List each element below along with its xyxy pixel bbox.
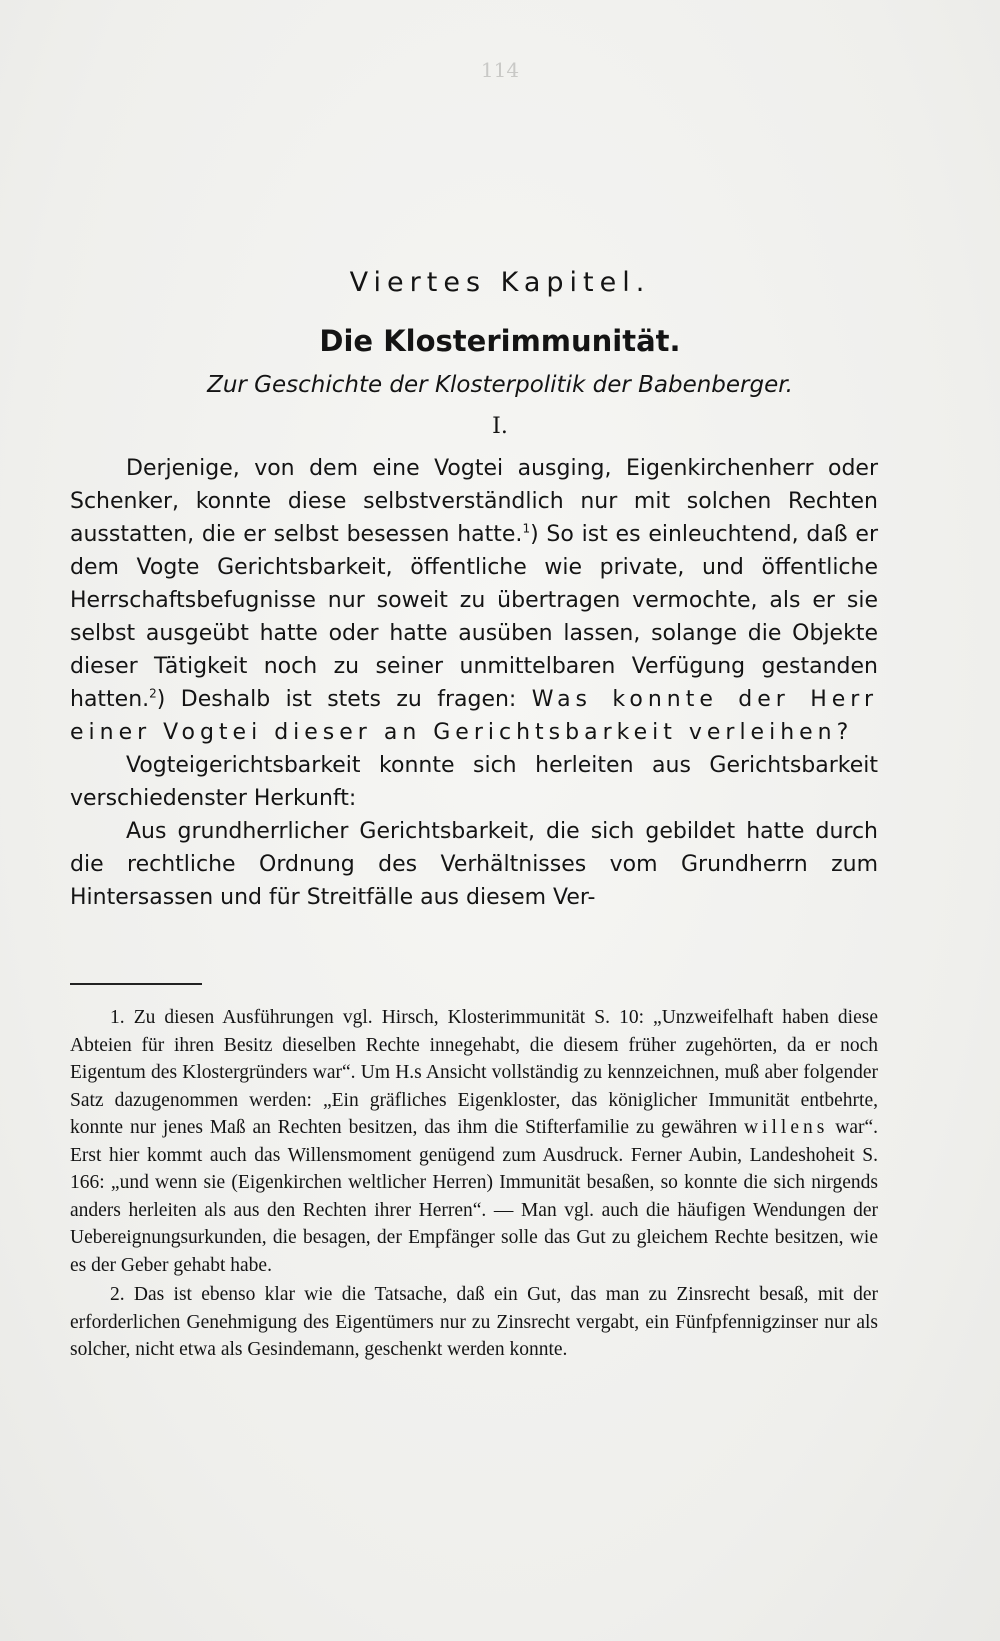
body-text	[70, 452, 878, 914]
body-paragraph: Aus grundherrlicher Gerichtsbarkeit, die sich gebildet hatte durch die rechtliche Ordnung des Verhältnisses vom Grundherrn zum Hintersassen und für Streitfälle aus diesem Ver-	[70, 819, 878, 910]
paragraph-text: ) So ist es einleuchtend, daß er dem Vogte Gerichtsbarkeit, öffentliche wie private, und öffentliche Herrschaftsbefugnisse nur soweit zu übertragen vermochte, als er sie selbst ausgeübt hatte oder hatte ausüben lassen, solange die Objekte dieser Tätigkeit noch zu seiner unmittelbaren Verfügung gestanden hatten.	[70, 522, 878, 712]
body-paragraph: Vogteigerichtsbarkeit konnte sich herleiten aus Gerichtsbarkeit verschiedenster Herkunft:	[70, 753, 878, 811]
emphasized-question: Was konnte der Herr einer Vogtei dieser an Gerichtsbarkeit verleihen?	[70, 687, 879, 745]
chapter-heading: Viertes Kapitel.	[349, 267, 651, 298]
footnote-emphasis: willens	[744, 1117, 829, 1138]
footnotes	[70, 1004, 878, 1364]
chapter-subtitle: Zur Geschichte der Klosterpolitik der Babenberger.	[207, 372, 793, 398]
page-number: 114	[480, 58, 520, 82]
chapter-title: Die Klosterimmunität.	[319, 324, 681, 358]
section-number: I.	[492, 414, 508, 439]
footnote-text: war“. Erst hier kommt auch das Willensmoment genügend zum Ausdruck. Ferner Aubin, Landeshoheit S. 166: „und wenn sie (Eigenkirchen weltlicher Herren) Immunität besaßen, so konnte die sich nirgends anders herleiten als aus den Rechten ihrer Herren“. — Man vgl. auch die häufigen Wendungen der Uebereignungsurkunden, die besagen, der Empfänger solle das Gut zu gleichem Rechte besitzen, wie es der Geber gehabt habe.	[70, 1117, 879, 1276]
footnote-text: 1. Zu diesen Ausführungen vgl. Hirsch, Klosterimmunität S. 10: „Unzweifelhaft haben diese Abteien für ihren Besitz dieselben Rechte innegehabt, die diesem früher zugehörten, da er noch Eigentum des Klostergründers war“. Um H.s Ansicht vollständig zu kennzeichnen, muß aber folgender Satz dazugenommen werden: „Ein gräfliches Eigenkloster, das königlicher Immunität entbehrte, konnte nur jenes Maß an Rechten besitzen, das ihm die Stifterfamilie zu gewähren	[70, 1007, 878, 1138]
paragraph-text: ) Deshalb ist stets zu fragen:	[156, 687, 532, 712]
body-paragraph	[70, 452, 878, 749]
footnote-ref-1: 1	[522, 521, 531, 536]
paragraph-text: Derjenige, von dem eine Vogtei ausging, Eigenkirchenherr oder Schenker, konnte diese selbstverständlich nur mit solchen Rechten ausstatten, die er selbst besessen hatte.	[70, 456, 878, 547]
footnote-1	[70, 1004, 878, 1279]
footnote-2: 2. Das ist ebenso klar wie die Tatsache, daß ein Gut, das man zu Zinsrecht besaß, mit der erforderlichen Genehmigung des Eigentümers nur zu Zinsrecht vergabt, ein Fünfpfennigzinser nur als solcher, nicht etwa als Gesindemann, geschenkt werden konnte.	[70, 1284, 878, 1360]
footnote-ref-2: 2	[149, 686, 157, 701]
footnote-divider	[70, 983, 202, 985]
